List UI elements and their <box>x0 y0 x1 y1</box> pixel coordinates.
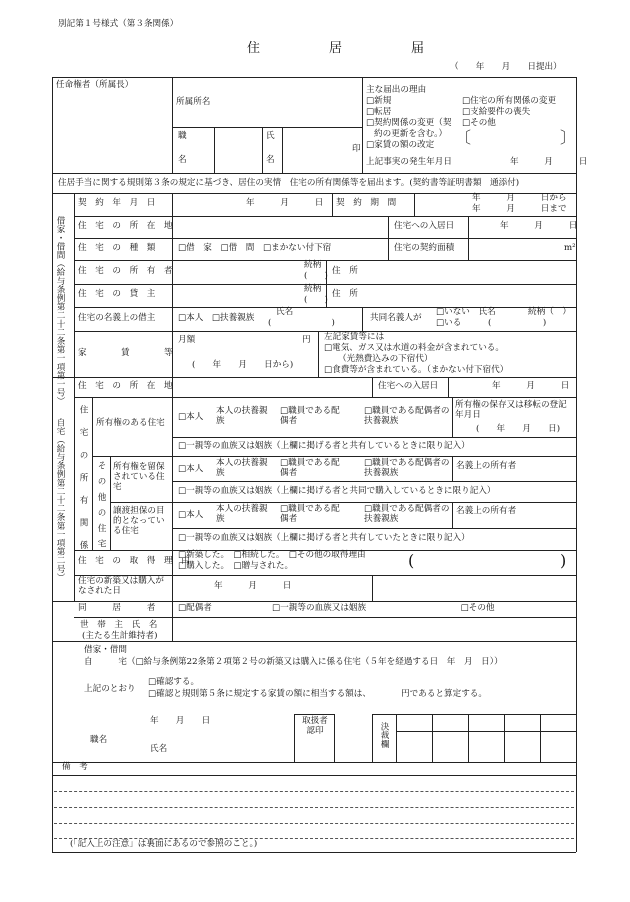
reason-ownership-change[interactable]: □住宅の所有関係の変更 <box>462 96 557 106</box>
owned-opt-spouse[interactable]: □職員である配偶者 <box>280 406 340 426</box>
confirm-option-1[interactable]: □確認する。 <box>148 677 200 687</box>
owner-label: 住 宅 の 所 有 者 <box>78 266 173 276</box>
seal-mark: 印 <box>352 144 361 154</box>
rent-note-title: 左記家賃等には <box>324 332 385 342</box>
reason-other[interactable]: □その他 <box>462 118 496 128</box>
rent-move-in-label: 住宅への入居日 <box>394 221 455 231</box>
owned-blood-relative[interactable]: □一親等の血族又は姻族（上欄に掲げる者と共有しているときに限り記入） <box>178 441 470 451</box>
handler-seal-label: 取扱者認印 <box>302 716 328 736</box>
mortgage-opt-dependent[interactable]: 本人の扶養親族 <box>216 504 268 524</box>
acquisition-options-2[interactable]: □購入した。 □贈与された。 <box>178 561 294 571</box>
other-reason-bracket-open: 〔 <box>455 128 472 147</box>
contract-area-unit: m² <box>564 243 576 253</box>
new-build-date-value: 年 月 日 <box>214 581 292 591</box>
rent-note-meals[interactable]: □食費等が含まれている。（まかない付下宿代） <box>324 365 509 375</box>
mortgage-opt-self[interactable]: □本人 <box>178 510 204 520</box>
owned-opt-self[interactable]: □本人 <box>178 412 204 422</box>
confirm-label: 上記のとおり <box>84 684 136 694</box>
contract-area-label: 住宅の契約面積 <box>394 243 455 253</box>
confirm-rent: 借家・借間 <box>84 645 127 655</box>
occurrence-date-label: 上記事実の発生年月日 <box>366 157 452 167</box>
footnote: (「記入上の注意」は裏面にあるので参照のこと。) <box>70 839 258 849</box>
name-label-1: 氏 <box>266 131 275 141</box>
housing-type-options[interactable]: □借 家 □借 間 □まかない付下宿 <box>178 243 332 253</box>
other-housing-label: その他の住宅 <box>96 461 107 555</box>
mortgage-blood-relative[interactable]: □一親等の血族又は姻族（上欄に掲げる者と共有していたときに限り記入） <box>178 533 470 543</box>
reserved-opt-dependent[interactable]: 本人の扶養親族 <box>216 458 268 478</box>
own-move-in-value: 年 月 日 <box>492 381 570 391</box>
rent-location-label: 住 宅 の 所 在 地 <box>78 221 173 231</box>
ownership-relation-label: 住宅の所有関係 <box>78 405 89 564</box>
date-submitted: （ 年 月 日提出） <box>450 62 562 72</box>
nominee-name-label: 氏名 <box>276 307 294 317</box>
remarks-label: 備 考 <box>62 762 88 772</box>
cohabitant-options[interactable]: □配偶者 □一親等の血族又は姻族 □その他 <box>178 603 495 613</box>
household-head-sub: (主たる生計維持者) <box>82 631 158 641</box>
mortgage-nominal-owner: 名義上の所有者 <box>456 506 517 516</box>
mortgage-housing-label: 譲渡担保の目的となっている住宅 <box>113 506 165 536</box>
co-nominee-label: 共同名義人が <box>370 313 422 323</box>
reserved-housing-label: 所有権を留保されている住宅 <box>113 462 165 492</box>
reserved-opt-self[interactable]: □本人 <box>178 464 204 474</box>
owned-opt-dependent[interactable]: 本人の扶養親族 <box>216 406 268 426</box>
reserved-nominal-owner: 名義上の所有者 <box>456 461 517 471</box>
contract-date-label: 契 約 年 月 日 <box>78 198 156 208</box>
monthly-label: 月額 <box>178 335 196 345</box>
lender-address-label: 住 所 <box>332 289 358 299</box>
acquisition-reason-label: 住 宅 の 取 得 理 由 <box>78 556 190 566</box>
owned-opt-spouse-dependent[interactable]: □職員である配偶者の扶養親族 <box>364 406 450 426</box>
confirm-name-label: 氏名 <box>150 744 168 754</box>
nominee-name-paren: ( ) <box>268 318 335 328</box>
reserved-opt-spouse[interactable]: □職員である配偶者 <box>280 458 340 478</box>
co-nominee-absent[interactable]: □いない 氏名 <box>436 307 496 317</box>
form-number: 別記第１号様式（第３条関係） <box>58 19 179 29</box>
confirm-job-label: 職名 <box>90 735 108 745</box>
name-label-2: 名 <box>266 155 275 165</box>
acquisition-bracket-close: ) <box>560 551 567 570</box>
statement: 住居手当に関する規則第３条の規定に基づき、居住の実情 住宅の所有関係等を届出ます。(契約書等証明書類 通添付) <box>58 178 520 188</box>
nominal-lessee-label: 住宅の名義上の借主 <box>78 313 156 323</box>
owner-relation-label: 続柄 <box>304 260 322 270</box>
registration-date-paren: ( 年 月 日) <box>476 424 561 434</box>
lender-label: 住 宅 の 貸 主 <box>78 289 156 299</box>
rent-move-in-value: 年 月 日 <box>500 221 578 231</box>
contract-period-to: 年 月 日まで <box>472 204 567 214</box>
contract-period-from: 年 月 日から <box>472 193 567 203</box>
own-location-label: 住 宅 の 所 在 地 <box>78 381 173 391</box>
owner-address-label: 住 所 <box>332 266 358 276</box>
cohabitant-label: 同 居 者 <box>78 603 156 613</box>
mortgage-opt-spouse-dependent[interactable]: □職員である配偶者の扶養親族 <box>364 504 450 524</box>
reserved-opt-spouse-dependent[interactable]: □職員である配偶者の扶養親族 <box>364 458 450 478</box>
job-label-1: 職 <box>178 131 187 141</box>
co-nominee-present[interactable]: □いる <box>436 318 462 328</box>
acquisition-bracket-open: ( <box>408 551 415 570</box>
confirm-date: 年 月 日 <box>150 716 211 726</box>
job-label-2: 名 <box>178 155 187 165</box>
co-nominee-paren: ( ) <box>488 318 547 328</box>
rent-side-label: 借家・借間（給与条例第二十二条第一項第一号） <box>55 216 66 406</box>
housing-type-label: 住 宅 の 種 類 <box>78 243 156 253</box>
owner-relation-paren: ( ) <box>304 271 328 281</box>
nominee-options[interactable]: □本人 □扶養親族 <box>178 313 255 323</box>
confirm-own[interactable]: 自 宅（□給与条例第22条第２項第２号の新築又は購入に係る住宅（５年を経過する日 年 月 日）） <box>84 657 503 667</box>
acquisition-options[interactable]: □新築した。 □相続した。 □その他の取得理由 <box>178 550 366 560</box>
reason-contract-change[interactable]: □契約関係の変更（契 <box>366 118 452 128</box>
rent-from-date: ( 年 月 日から) <box>192 360 294 370</box>
lender-relation-paren: ( ) <box>304 295 328 305</box>
contract-period-label: 契 約 期 間 <box>336 198 397 208</box>
reason-loss[interactable]: □支給要件の喪失 <box>462 107 531 117</box>
confirm-option-2[interactable]: □確認と規則第５条に規定する家賃の額に相当する額は、 円であると算定する。 <box>148 689 487 699</box>
own-side-label: 自宅（給与条例第二十二条第一項第二号） <box>55 418 66 582</box>
registration-date-label: 所有権の保存又は移転の登記年月日 <box>455 400 567 420</box>
reason-title: 主な届出の理由 <box>366 85 427 95</box>
other-reason-bracket-close: 〕 <box>560 128 577 147</box>
decision-column-label: 決裁欄 <box>379 722 390 748</box>
co-nominee-relation: 続柄（ ） <box>528 307 571 317</box>
owned-housing-label: 所有権のある住宅 <box>96 418 165 428</box>
yen-label: 円 <box>302 335 311 345</box>
reserved-blood-relative[interactable]: □一親等の血族又は姻族（上欄に掲げる者と共同で購入しているときに限り記入） <box>178 486 496 496</box>
page-title: 住 居 届 <box>247 41 453 56</box>
reason-new[interactable]: □新規 <box>366 96 392 106</box>
lender-relation-label: 続柄 <box>304 284 322 294</box>
own-move-in-label: 住宅への入居日 <box>378 381 439 391</box>
rent-label: 家 賃 等 <box>78 348 173 358</box>
occurrence-date-value: 年 月 日 <box>510 157 588 167</box>
contract-date-value: 年 月 日 <box>246 198 324 208</box>
rent-note-utilities[interactable]: □電気、ガス又は水道の料金が含まれている。 <box>324 343 504 353</box>
reason-rent-revision[interactable]: □家賃の額の改定 <box>366 140 435 150</box>
appointer-label: 任命権者（所属長） <box>56 80 134 90</box>
reason-contract-note: 約の更新を含む。） <box>374 129 448 139</box>
mortgage-opt-spouse[interactable]: □職員である配偶者 <box>280 504 340 524</box>
rent-note-utilities-sub: （光熱費込みの下宿代） <box>338 354 433 364</box>
household-head-label: 世 帯 主 氏 名 <box>80 620 158 630</box>
new-build-date-label: 住宅の新築又は購入がなされた日 <box>78 576 164 596</box>
reason-relocation[interactable]: □転居 <box>366 107 392 117</box>
affiliation-label: 所属所名 <box>176 97 211 107</box>
